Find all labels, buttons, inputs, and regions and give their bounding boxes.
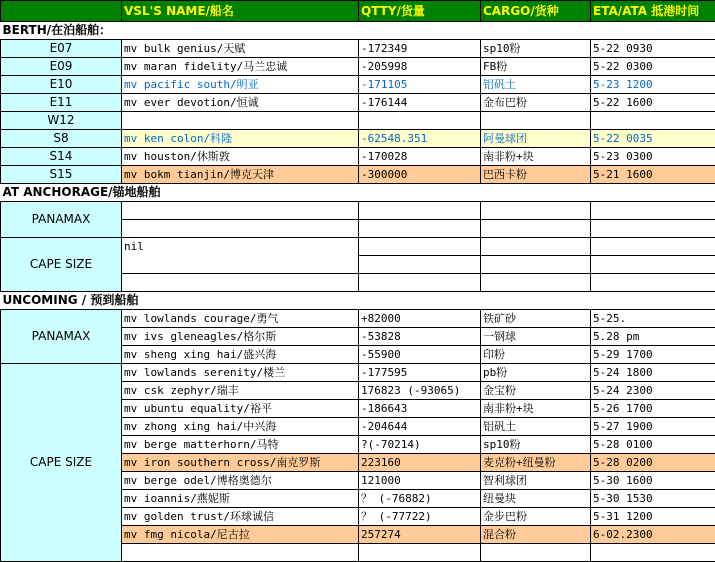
qtty-cell[interactable]: 223160 [359, 454, 481, 472]
qtty-cell[interactable]: ?(-70214) [359, 436, 481, 454]
cargo-cell[interactable]: pb粉 [481, 364, 591, 382]
qtty-cell[interactable]: -205998 [359, 58, 481, 76]
eta-cell[interactable]: 5-23 1200 [591, 76, 715, 94]
berth-row [1, 112, 715, 130]
qtty-cell[interactable]: -176144 [359, 94, 481, 112]
vessel-name-cell[interactable]: mv zhong xing hai/中兴海 [122, 418, 359, 436]
vessel-name-cell[interactable]: mv csk zephyr/瑞丰 [122, 382, 359, 400]
section-anchorage-title[interactable]: AT ANCHORAGE/锚地船舶 [1, 184, 715, 202]
header-col1[interactable] [1, 1, 122, 22]
header-row [1, 1, 715, 22]
empty-cell[interactable] [591, 238, 715, 256]
berth-row [1, 166, 715, 184]
qtty-cell[interactable]: ？ (-77722) [359, 508, 481, 526]
vessel-name-cell[interactable]: mv lowlands courage/勇气 [122, 310, 359, 328]
section-berth-row [1, 22, 715, 40]
section-incoming-title[interactable]: UNCOMING / 预到船舶 [1, 292, 715, 310]
vessel-name-cell[interactable]: mv ubuntu equality/裕平 [122, 400, 359, 418]
qtty-cell[interactable]: 176823 (-93065) [359, 382, 481, 400]
empty-cell[interactable] [481, 256, 591, 274]
vessel-name-cell[interactable]: mv maran fidelity/马兰忠诚 [122, 58, 359, 76]
qtty-cell[interactable]: +82000 [359, 310, 481, 328]
berth-code[interactable]: E07 [1, 40, 122, 58]
empty-cell[interactable] [591, 256, 715, 274]
empty-cell[interactable] [359, 220, 481, 238]
vessel-name-cell[interactable]: mv golden trust/环球诚信 [122, 508, 359, 526]
eta-cell[interactable]: 5-25. [591, 310, 715, 328]
vessel-name-cell[interactable]: mv ioannis/燕妮斯 [122, 490, 359, 508]
cargo-cell[interactable]: 铝矾土 [481, 76, 591, 94]
vessel-name-cell[interactable]: mv houston/休斯敦 [122, 148, 359, 166]
empty-cell[interactable] [591, 202, 715, 220]
empty-cell[interactable] [359, 238, 481, 256]
berth-row [1, 58, 715, 76]
empty-cell[interactable] [481, 220, 591, 238]
berth-row [1, 76, 715, 94]
cargo-cell[interactable]: FB粉 [481, 58, 591, 76]
berth-code[interactable]: E09 [1, 58, 122, 76]
eta-cell[interactable]: 5-22 0035 [591, 130, 715, 148]
vessel-name-cell[interactable]: mv fmg nicola/尼古拉 [122, 526, 359, 544]
qtty-cell[interactable]: -172349 [359, 40, 481, 58]
qtty-cell[interactable]: -53828 [359, 328, 481, 346]
qtty-cell[interactable]: -300000 [359, 166, 481, 184]
empty-cell[interactable] [122, 274, 359, 292]
cargo-cell[interactable]: 金步巴粉 [481, 508, 591, 526]
eta-cell[interactable]: 5-22 0930 [591, 40, 715, 58]
berth-code[interactable]: W12 [1, 112, 122, 130]
cargo-cell[interactable] [481, 112, 591, 130]
anchorage-panamax-label[interactable]: PANAMAX [1, 202, 122, 238]
berth-code[interactable]: E11 [1, 94, 122, 112]
cargo-cell[interactable]: 金布巴粉 [481, 94, 591, 112]
berth-code[interactable]: S8 [1, 130, 122, 148]
header-cargo[interactable]: CARGO/货种 [481, 1, 591, 22]
vessel-name-cell[interactable]: mv sheng xing hai/盛兴海 [122, 346, 359, 364]
incoming-cape-label[interactable]: CAPE SIZE [1, 364, 122, 562]
cargo-cell[interactable]: sp10粉 [481, 436, 591, 454]
eta-cell[interactable]: 5.28 pm [591, 328, 715, 346]
vessel-name-cell[interactable]: mv ivs gleneagles/格尔斯 [122, 328, 359, 346]
incoming-cape-row [1, 364, 715, 382]
qtty-cell[interactable] [359, 112, 481, 130]
vessel-name-cell[interactable]: mv bokm tianjin/博克天津 [122, 166, 359, 184]
header-qtty[interactable]: QTTY/货量 [359, 1, 481, 22]
eta-cell[interactable]: 6-02.2300 [591, 526, 715, 544]
eta-cell[interactable]: 5-29 1700 [591, 346, 715, 364]
vessel-name-cell[interactable]: mv pacific south/明亚 [122, 76, 359, 94]
berth-code[interactable]: S15 [1, 166, 122, 184]
cargo-cell[interactable]: sp10粉 [481, 40, 591, 58]
eta-cell[interactable]: 5-31 1200 [591, 508, 715, 526]
qtty-cell[interactable]: -62548.351 [359, 130, 481, 148]
eta-cell[interactable]: 5-24 1800 [591, 364, 715, 382]
section-incoming-row [1, 292, 715, 310]
eta-cell[interactable]: 5-28 0100 [591, 436, 715, 454]
vessel-name-cell[interactable]: mv bulk genius/天赋 [122, 40, 359, 58]
anchorage-panamax-row [1, 202, 715, 220]
vessel-name-cell[interactable]: mv berge odel/博格奥德尔 [122, 472, 359, 490]
section-anchorage-row [1, 184, 715, 202]
anchorage-cape-label[interactable]: CAPE SIZE [1, 238, 122, 292]
eta-cell[interactable] [591, 544, 715, 562]
incoming-panamax-label[interactable]: PANAMAX [1, 310, 122, 364]
empty-cell[interactable] [481, 274, 591, 292]
eta-cell[interactable]: 5-22 1600 [591, 94, 715, 112]
qtty-cell[interactable]: -186643 [359, 400, 481, 418]
berth-row [1, 130, 715, 148]
eta-cell[interactable]: 5-28 0200 [591, 454, 715, 472]
cargo-cell[interactable]: 纽曼块 [481, 490, 591, 508]
qtty-cell[interactable]: -204644 [359, 418, 481, 436]
cargo-cell[interactable]: 巴西卡粉 [481, 166, 591, 184]
anchorage-cape-note[interactable]: nil [122, 238, 359, 274]
eta-cell[interactable] [591, 112, 715, 130]
vessel-name-cell[interactable]: mv ever devotion/恒诚 [122, 94, 359, 112]
berth-row [1, 40, 715, 58]
berth-row [1, 94, 715, 112]
vessel-name-cell[interactable]: mv ken colon/科隆 [122, 130, 359, 148]
qtty-cell[interactable]: -177595 [359, 364, 481, 382]
empty-cell[interactable] [122, 202, 359, 220]
eta-cell[interactable]: 5-30 1600 [591, 472, 715, 490]
cargo-cell[interactable]: 南非粉+块 [481, 148, 591, 166]
vessel-name-cell[interactable]: mv lowlands serenity/楼兰 [122, 364, 359, 382]
cargo-cell[interactable]: 一钢球 [481, 328, 591, 346]
cargo-cell[interactable]: 金宝粉 [481, 382, 591, 400]
empty-cell[interactable] [359, 202, 481, 220]
eta-cell[interactable]: 5-26 1700 [591, 400, 715, 418]
berth-code[interactable]: S14 [1, 148, 122, 166]
empty-cell[interactable] [591, 220, 715, 238]
vessel-name-cell[interactable] [122, 112, 359, 130]
vessel-name-cell[interactable]: mv berge matterhorn/马特 [122, 436, 359, 454]
qtty-cell[interactable]: -170028 [359, 148, 481, 166]
empty-cell[interactable] [359, 256, 481, 274]
eta-cell[interactable]: 5-27 1900 [591, 418, 715, 436]
incoming-panamax-row [1, 310, 715, 328]
qtty-cell[interactable]: 121000 [359, 472, 481, 490]
berth-row [1, 148, 715, 166]
empty-cell[interactable] [481, 238, 591, 256]
cargo-cell[interactable]: 铝矾土 [481, 418, 591, 436]
header-vessel-name[interactable]: VSL'S NAME/船名 [122, 1, 359, 22]
vessel-name-cell[interactable] [122, 544, 359, 562]
eta-cell[interactable]: 5-30 1530 [591, 490, 715, 508]
empty-cell[interactable] [481, 202, 591, 220]
cargo-cell[interactable]: 智利球团 [481, 472, 591, 490]
cargo-cell[interactable]: 印粉 [481, 346, 591, 364]
qtty-cell[interactable]: -171105 [359, 76, 481, 94]
cargo-cell[interactable]: 南非粉+块 [481, 400, 591, 418]
qtty-cell[interactable]: ？ (-76882) [359, 490, 481, 508]
qtty-cell[interactable] [359, 544, 481, 562]
header-eta[interactable]: ETA/ATA 抵港时间 [591, 1, 715, 22]
cargo-cell[interactable]: 阿曼球团 [481, 130, 591, 148]
cargo-cell[interactable]: 铁矿砂 [481, 310, 591, 328]
qtty-cell[interactable]: -55900 [359, 346, 481, 364]
empty-cell[interactable] [591, 274, 715, 292]
berth-code[interactable]: E10 [1, 76, 122, 94]
eta-cell[interactable]: 5-22 0300 [591, 58, 715, 76]
cargo-cell[interactable] [481, 544, 591, 562]
anchorage-cape-row [1, 238, 715, 256]
empty-cell[interactable] [359, 274, 481, 292]
empty-cell[interactable] [122, 220, 359, 238]
vessel-name-cell[interactable]: mv iron southern cross/南克罗斯 [122, 454, 359, 472]
eta-cell[interactable]: 5-24 2300 [591, 382, 715, 400]
section-berth-title[interactable]: BERTH/在泊船舶： [1, 22, 715, 40]
qtty-cell[interactable]: 257274 [359, 526, 481, 544]
cargo-cell[interactable]: 麦克粉+纽曼粉 [481, 454, 591, 472]
eta-cell[interactable]: 5-23 0300 [591, 148, 715, 166]
eta-cell[interactable]: 5-21 1600 [591, 166, 715, 184]
cargo-cell[interactable]: 混合粉 [481, 526, 591, 544]
